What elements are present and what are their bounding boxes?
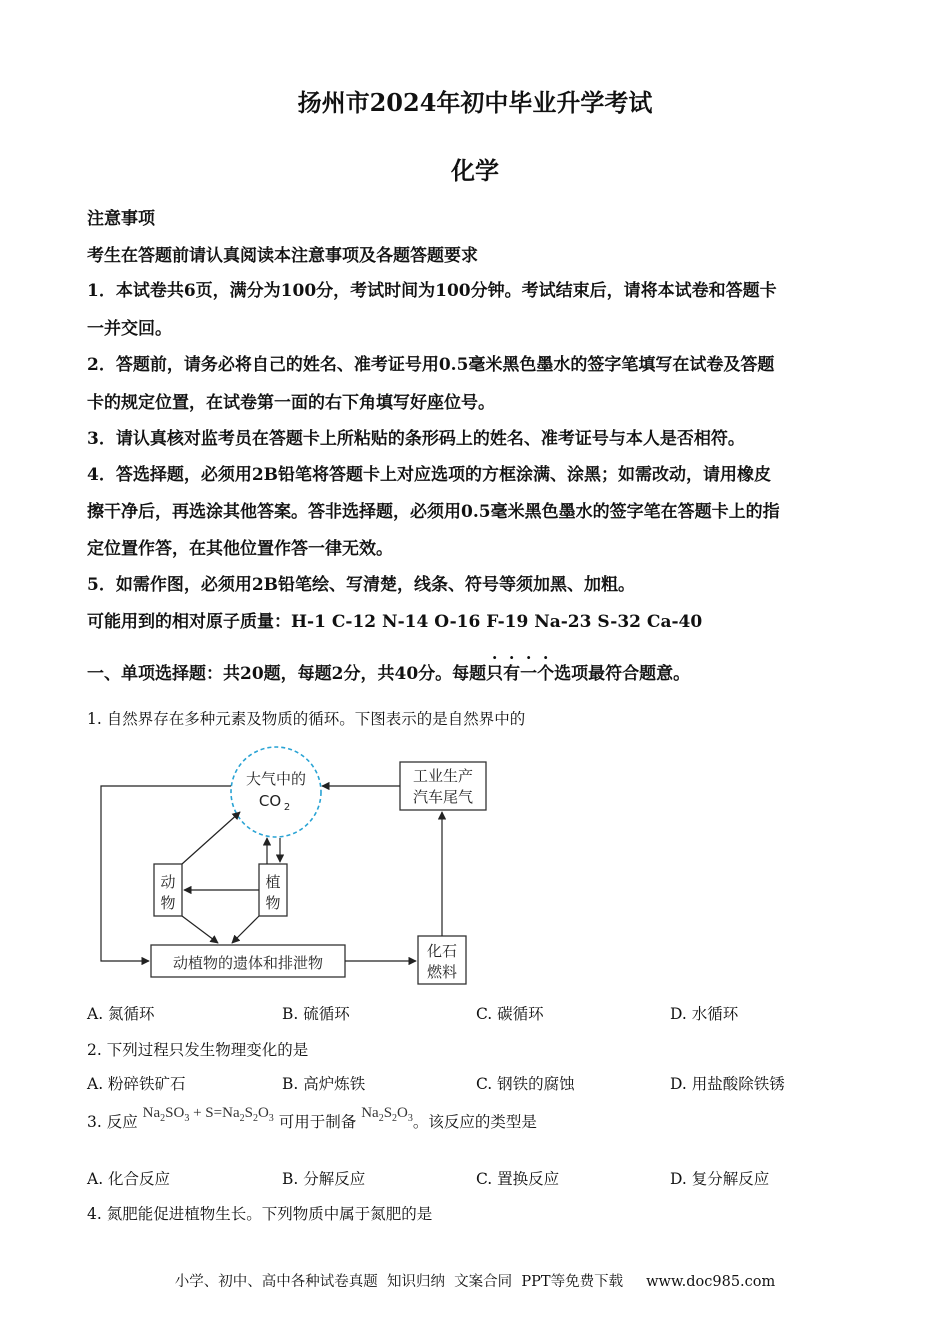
- emphasis-char: 一: [520, 664, 538, 684]
- notice-line: 3．请认真核对监考员在答题卡上所粘贴的条形码上的姓名、准考证号与本人是否相符。: [87, 429, 745, 449]
- notice-line: 一并交回。: [87, 319, 172, 339]
- notice-heading: 注意事项: [87, 209, 155, 229]
- notice-line: 擦干净后，再选涂其他答案。答非选择题，必须用0.5毫米黑色墨水的签字笔在答题卡上的指: [87, 502, 780, 522]
- notice-line: 卡的规定位置，在试卷第一面的右下角填写好座位号。: [87, 393, 495, 413]
- q2-option-c: C. 钢铁的腐蚀: [476, 1075, 575, 1093]
- plant-label-line1: 植: [265, 873, 281, 891]
- fossil-label-line2: 燃料: [426, 963, 458, 981]
- industry-label-line1: 工业生产: [412, 767, 474, 785]
- fossil-label-line1: 化石: [426, 942, 458, 960]
- emphasis-char: 个: [537, 664, 555, 684]
- animal-label-line2: 物: [160, 894, 176, 912]
- co2-label-subscript: 2: [283, 802, 291, 813]
- subject-title: 化学: [451, 156, 499, 185]
- page-footer: 小学、初中、高中各种试卷真题 知识归纳 文案合同 PPT等免费下载 www.doc985.com: [174, 1274, 776, 1290]
- q3-option-b: B. 分解反应: [282, 1170, 366, 1188]
- cycle-diagram: [90, 740, 510, 1000]
- co2-label-line1: 大气中的: [245, 770, 307, 788]
- reaction-equation: $Na_2SO_3 + S=Na_2S_2O_3$: [142, 1105, 274, 1124]
- q2-option-a: A. 粉碎铁矿石: [87, 1075, 186, 1093]
- q3-option-d: D. 复分解反应: [670, 1170, 770, 1188]
- q2-option-b: B. 高炉炼铁: [282, 1075, 366, 1093]
- atomic-mass-line: 可能用到的相对原子质量：H-1 C-12 N-14 O-16 F-19 Na-23 S-32 Ca-40: [87, 612, 703, 632]
- q1-option-b: B. 硫循环: [282, 1005, 350, 1023]
- co2-label-formula: CO: [258, 792, 282, 810]
- q3-stem-part: 可用于制备: [278, 1113, 357, 1131]
- notice-line: 定位置作答，在其他位置作答一律无效。: [87, 539, 393, 559]
- q1-option-a: A. 氮循环: [87, 1005, 155, 1023]
- q3-stem-part: 。该反应的类型是: [412, 1113, 537, 1131]
- q3-stem-part: 3. 反应: [87, 1113, 138, 1131]
- q2-option-d: D. 用盐酸除铁锈: [670, 1075, 785, 1093]
- emphasis-char: 有: [503, 664, 521, 684]
- exam-title: 扬州市2024年初中毕业升学考试: [297, 88, 653, 117]
- q3-option-a: A. 化合反应: [87, 1170, 171, 1188]
- notice-line: 5．如需作图，必须用2B铅笔绘、写清楚，线条、符号等须加黑、加粗。: [87, 575, 636, 595]
- section-heading-prefix: 一、单项选择题：共20题，每题2分，共40分。每题: [87, 664, 487, 684]
- animal-label-line1: 动: [160, 873, 176, 891]
- notice-line: 2．答题前，请务必将自己的姓名、准考证号用0.5毫米黑色墨水的签字笔填写在试卷及答题: [87, 355, 775, 375]
- question-2-stem: 2. 下列过程只发生物理变化的是: [87, 1041, 309, 1059]
- notice-line: 1．本试卷共6页，满分为100分，考试时间为100分钟。考试结束后，请将本试卷和答题卡: [87, 281, 777, 301]
- section-heading-suffix: 选项最符合题意。: [554, 664, 691, 684]
- section-heading: [87, 659, 690, 684]
- notice-intro: 考生在答题前请认真阅读本注意事项及各题答题要求: [87, 246, 478, 266]
- q3-option-c: C. 置换反应: [476, 1170, 560, 1188]
- plant-label-line2: 物: [265, 894, 281, 912]
- question-3-stem: [87, 1105, 537, 1143]
- q1-option-d: D. 水循环: [670, 1005, 739, 1023]
- remains-label: 动植物的遗体和排泄物: [172, 954, 324, 972]
- q1-option-c: C. 碳循环: [476, 1005, 544, 1023]
- question-1-stem: 1. 自然界存在多种元素及物质的循环。下图表示的是自然界中的: [87, 710, 526, 728]
- emphasis-char: 只: [486, 664, 504, 684]
- question-4-stem: 4. 氮肥能促进植物生长。下列物质中属于氮肥的是: [87, 1205, 433, 1223]
- notice-line: 4．答选择题，必须用2B铅笔将答题卡上对应选项的方框涂满、涂黑；如需改动，请用橡皮: [87, 465, 772, 485]
- industry-label-line2: 汽车尾气: [412, 788, 474, 806]
- product-formula: $Na_2S_2O_3$: [361, 1105, 413, 1124]
